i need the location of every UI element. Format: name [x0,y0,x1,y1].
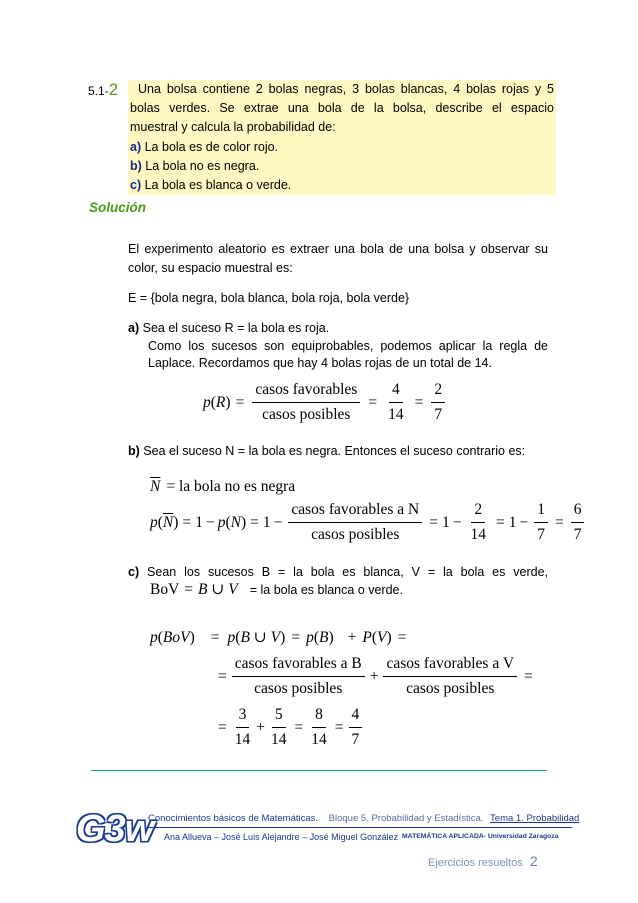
fraction-5-14: $\frac{5}{14}$ [271,706,287,748]
fraction-fav-v: $\frac{\text{casos favorables a V}}{\text{casos posibles}}$ [383,654,517,699]
fraction-1-7: $\frac{1}{7}$ [534,500,548,545]
fraction-3-14: $\frac{3}{14}$ [234,706,251,748]
footer-authors: Ana Allueva – José Luis Alejandre – José Miguel González [164,832,399,842]
page-number: 2 [529,853,538,869]
union-definition: BoV = B ∪ V = la bola es blanca o verde. [150,580,403,598]
g3w-logo: G3w [76,808,154,850]
footer-rule [148,827,572,828]
formula-a: p ( R ) = $\frac{\text{casos favorables}}{\text{casos posibles}}$ = $\frac{4}{14}$ = $\frac{2}{7}$ [203,380,448,425]
part-c-text: c) Sean los sucesos B = la bola es blanca, V = la bola es verde, [128,565,548,579]
fraction-4-14: $\frac{4}{14}$ [388,381,404,423]
part-c-label: c) [128,565,140,579]
formula-c-line3: = $\frac{3}{14}$ + $\frac{5}{14}$ = $\frac{8}{14}$ = $\frac{4}{7}$ [218,705,365,750]
footer-course-line: Conocimientos básicos de Matemáticas. Bloque 5. Probabilidad y Estadística. Tema 1. Probabilidad [148,813,580,824]
part-b-label: b) [128,444,140,458]
footer-institution: MATEMÁTICA APLICADA- Universidad Zaragoza [402,833,559,840]
problem-statement [128,80,556,195]
fraction-fav-n: $\frac{\text{casos favorables a N}}{\text{casos posibles}}$ [288,500,422,545]
fraction-2-14: $\frac{2}{14}$ [470,501,486,543]
section-divider [91,770,547,771]
statement-line-2: bolas verdes. Se extrae una bola de la bolsa, describe el espacio [130,101,554,116]
statement-line-3: muestral y calcula la probabilidad de: [130,120,336,135]
fraction-fav-b: $\frac{\text{casos favorables a B}}{\text{casos posibles}}$ [232,654,365,699]
solution-title: Solución [89,200,146,215]
sample-space: E = {bola negra, bola blanca, bola roja, bola verde} [128,291,410,305]
fraction-6-7: $\frac{6}{7}$ [571,500,585,545]
part-a-text: a) Sea el suceso R = la bola es roja. Como los sucesos son equiprobables, podemos aplicar la regla de Laplace. Recordamos que hay 4 bolas rojas de un total de 14. [128,321,548,370]
formula-c-line1: p ( BoV ) = p ( B ∪ V ) = p ( B ) + P ( V ) = [150,628,407,646]
intro-line-2: color, su espacio muestral es: [128,261,293,275]
fraction-2-7: $\frac{2}{7}$ [431,380,445,425]
question-item-b: b) La bola no es negra. [130,158,260,173]
formula-b: p ( $\overline{N}$ ) = 1 − p ( N ) = 1 − $\frac{\text{casos favorables a N}}{\text{casos posibles}}$ = 1 − $\frac{2}{14}$ = 1 − $\frac{1}{7}$ = $\frac{6}{7}$ [150,500,587,545]
solution-intro [128,240,548,278]
problem-number-main: 2 [108,80,119,99]
question-item-a: a) La bola es de color rojo. [130,139,279,154]
problem-number [88,80,118,100]
part-a-label: a) [128,321,140,335]
question-item-c: c) La bola es blanca o verde. [130,178,292,193]
problem-number-prefix: 5.1- [88,84,109,98]
event-n-bar: $\overline{N}$ = la bola no es negra [150,478,296,495]
part-b-text: b) Sea el suceso N = la bola es negra. Entonces el suceso contrario es: [128,444,526,458]
statement-line-1: Una bolsa contiene 2 bolas negras, 3 bolas blancas, 4 bolas rojas y 5 [138,82,554,96]
fraction-4-7: $\frac{4}{7}$ [349,705,363,750]
intro-line-1: El experimento aleatorio es extraer una bola de una bolsa y observar su [128,242,548,256]
fraction-8-14: $\frac{8}{14}$ [311,706,327,748]
laplace-fraction: $\frac{\text{casos favorables}}{\text{casos posibles}}$ [252,380,360,425]
footer-section: Ejercicios resueltos 2 [428,853,538,869]
formula-c-line2: = $\frac{\text{casos favorables a B}}{\text{casos posibles}}$ + $\frac{\text{casos favorables a V}}{\text{casos posibles}}$ = [218,655,533,697]
